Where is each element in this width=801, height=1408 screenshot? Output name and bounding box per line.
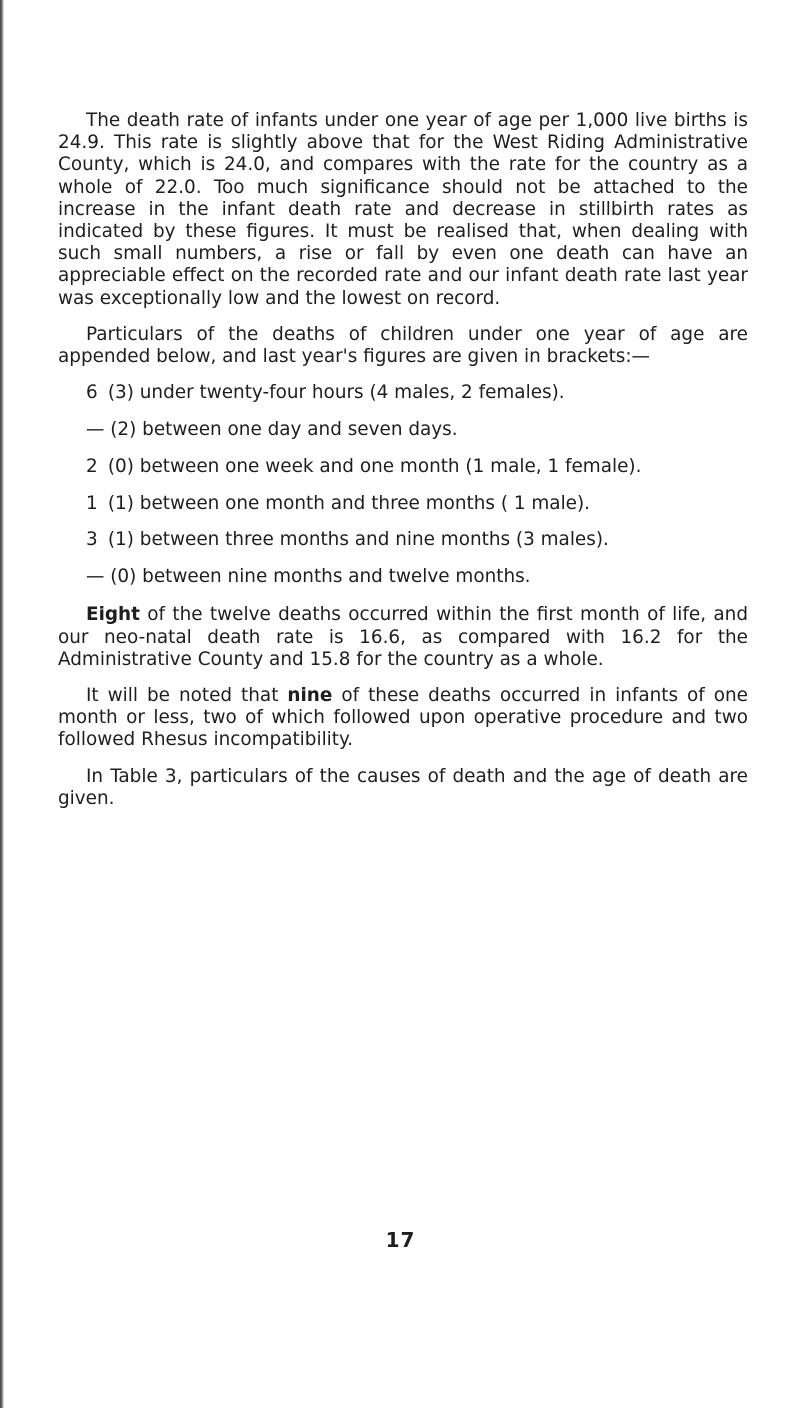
death-count: 1 xyxy=(86,492,98,514)
list-item xyxy=(58,566,748,588)
document-body xyxy=(58,110,748,810)
death-count: 3 xyxy=(86,529,98,551)
death-count: 2 xyxy=(86,455,98,477)
list-item xyxy=(58,529,748,551)
age-period: between three months and nine months (3 males). xyxy=(139,529,609,551)
paragraph-text-rest: of these deaths occurred in infants of one month or less, two of which followed upon operative procedure and two followed Rhesus incompatibility. xyxy=(58,685,748,751)
deaths-by-age-list xyxy=(58,382,748,588)
paragraph-neonatal-text: of the twelve deaths occurred within the first month of life, and our neo-natal death rate is 16.6, as compared with 16.2 for the Administrative County and 15.8 for the country as a whole. xyxy=(58,604,748,670)
emphasis-nine: nine xyxy=(287,685,333,707)
list-item xyxy=(58,493,748,515)
age-period: between nine months and twelve months. xyxy=(142,566,531,588)
age-period: between one week and one month (1 male, 1 female). xyxy=(139,455,642,477)
age-period: under twenty-four hours (4 males, 2 females). xyxy=(139,382,565,404)
list-item xyxy=(58,419,748,441)
paragraph-particulars-intro: Particulars of the deaths of children under one year of age are appended below, and last year's figures are given in brackets:— xyxy=(58,323,748,368)
paragraph-one-month-deaths xyxy=(58,685,748,752)
binding-edge xyxy=(0,0,4,1408)
paragraph-table-reference: In Table 3, particulars of the causes of death and the age of death are given. xyxy=(58,765,748,809)
previous-year-count: (0) xyxy=(110,566,137,588)
emphasis-eight: Eight xyxy=(86,604,140,626)
death-count: — xyxy=(86,419,105,441)
previous-year-count: (3) xyxy=(107,382,134,404)
death-count: — xyxy=(86,566,105,588)
paragraph-neonatal-rate xyxy=(58,604,748,671)
previous-year-count: (0) xyxy=(107,455,134,477)
death-count: 6 xyxy=(86,382,98,404)
paragraph-infant-death-rate: The death rate of infants under one year of age per 1,000 live births is 24.9. This rate is slightly above that for the West Riding Administrative County, which is 24.0, and compares with the rate for the country as a whole of 22.0. Too much significance should not be attached to the increase in the infant death rate and decrease in stillbirth rates as indicated by these figures. It must be realised that, when dealing with such small numbers, a rise or fall by even one death can have an appreciable effect on the recorded rate and our infant death rate last year was exceptionally low and the lowest on record. xyxy=(58,110,748,309)
age-period: between one day and seven days. xyxy=(142,419,458,441)
page-number: 17 xyxy=(385,1228,416,1252)
list-item xyxy=(58,382,748,404)
paragraph-text-start: It will be noted that xyxy=(86,685,288,707)
age-period: between one month and three months ( 1 male). xyxy=(139,492,591,514)
previous-year-count: (1) xyxy=(107,492,134,514)
previous-year-count: (1) xyxy=(107,529,134,551)
previous-year-count: (2) xyxy=(110,419,137,441)
list-item xyxy=(58,456,748,478)
